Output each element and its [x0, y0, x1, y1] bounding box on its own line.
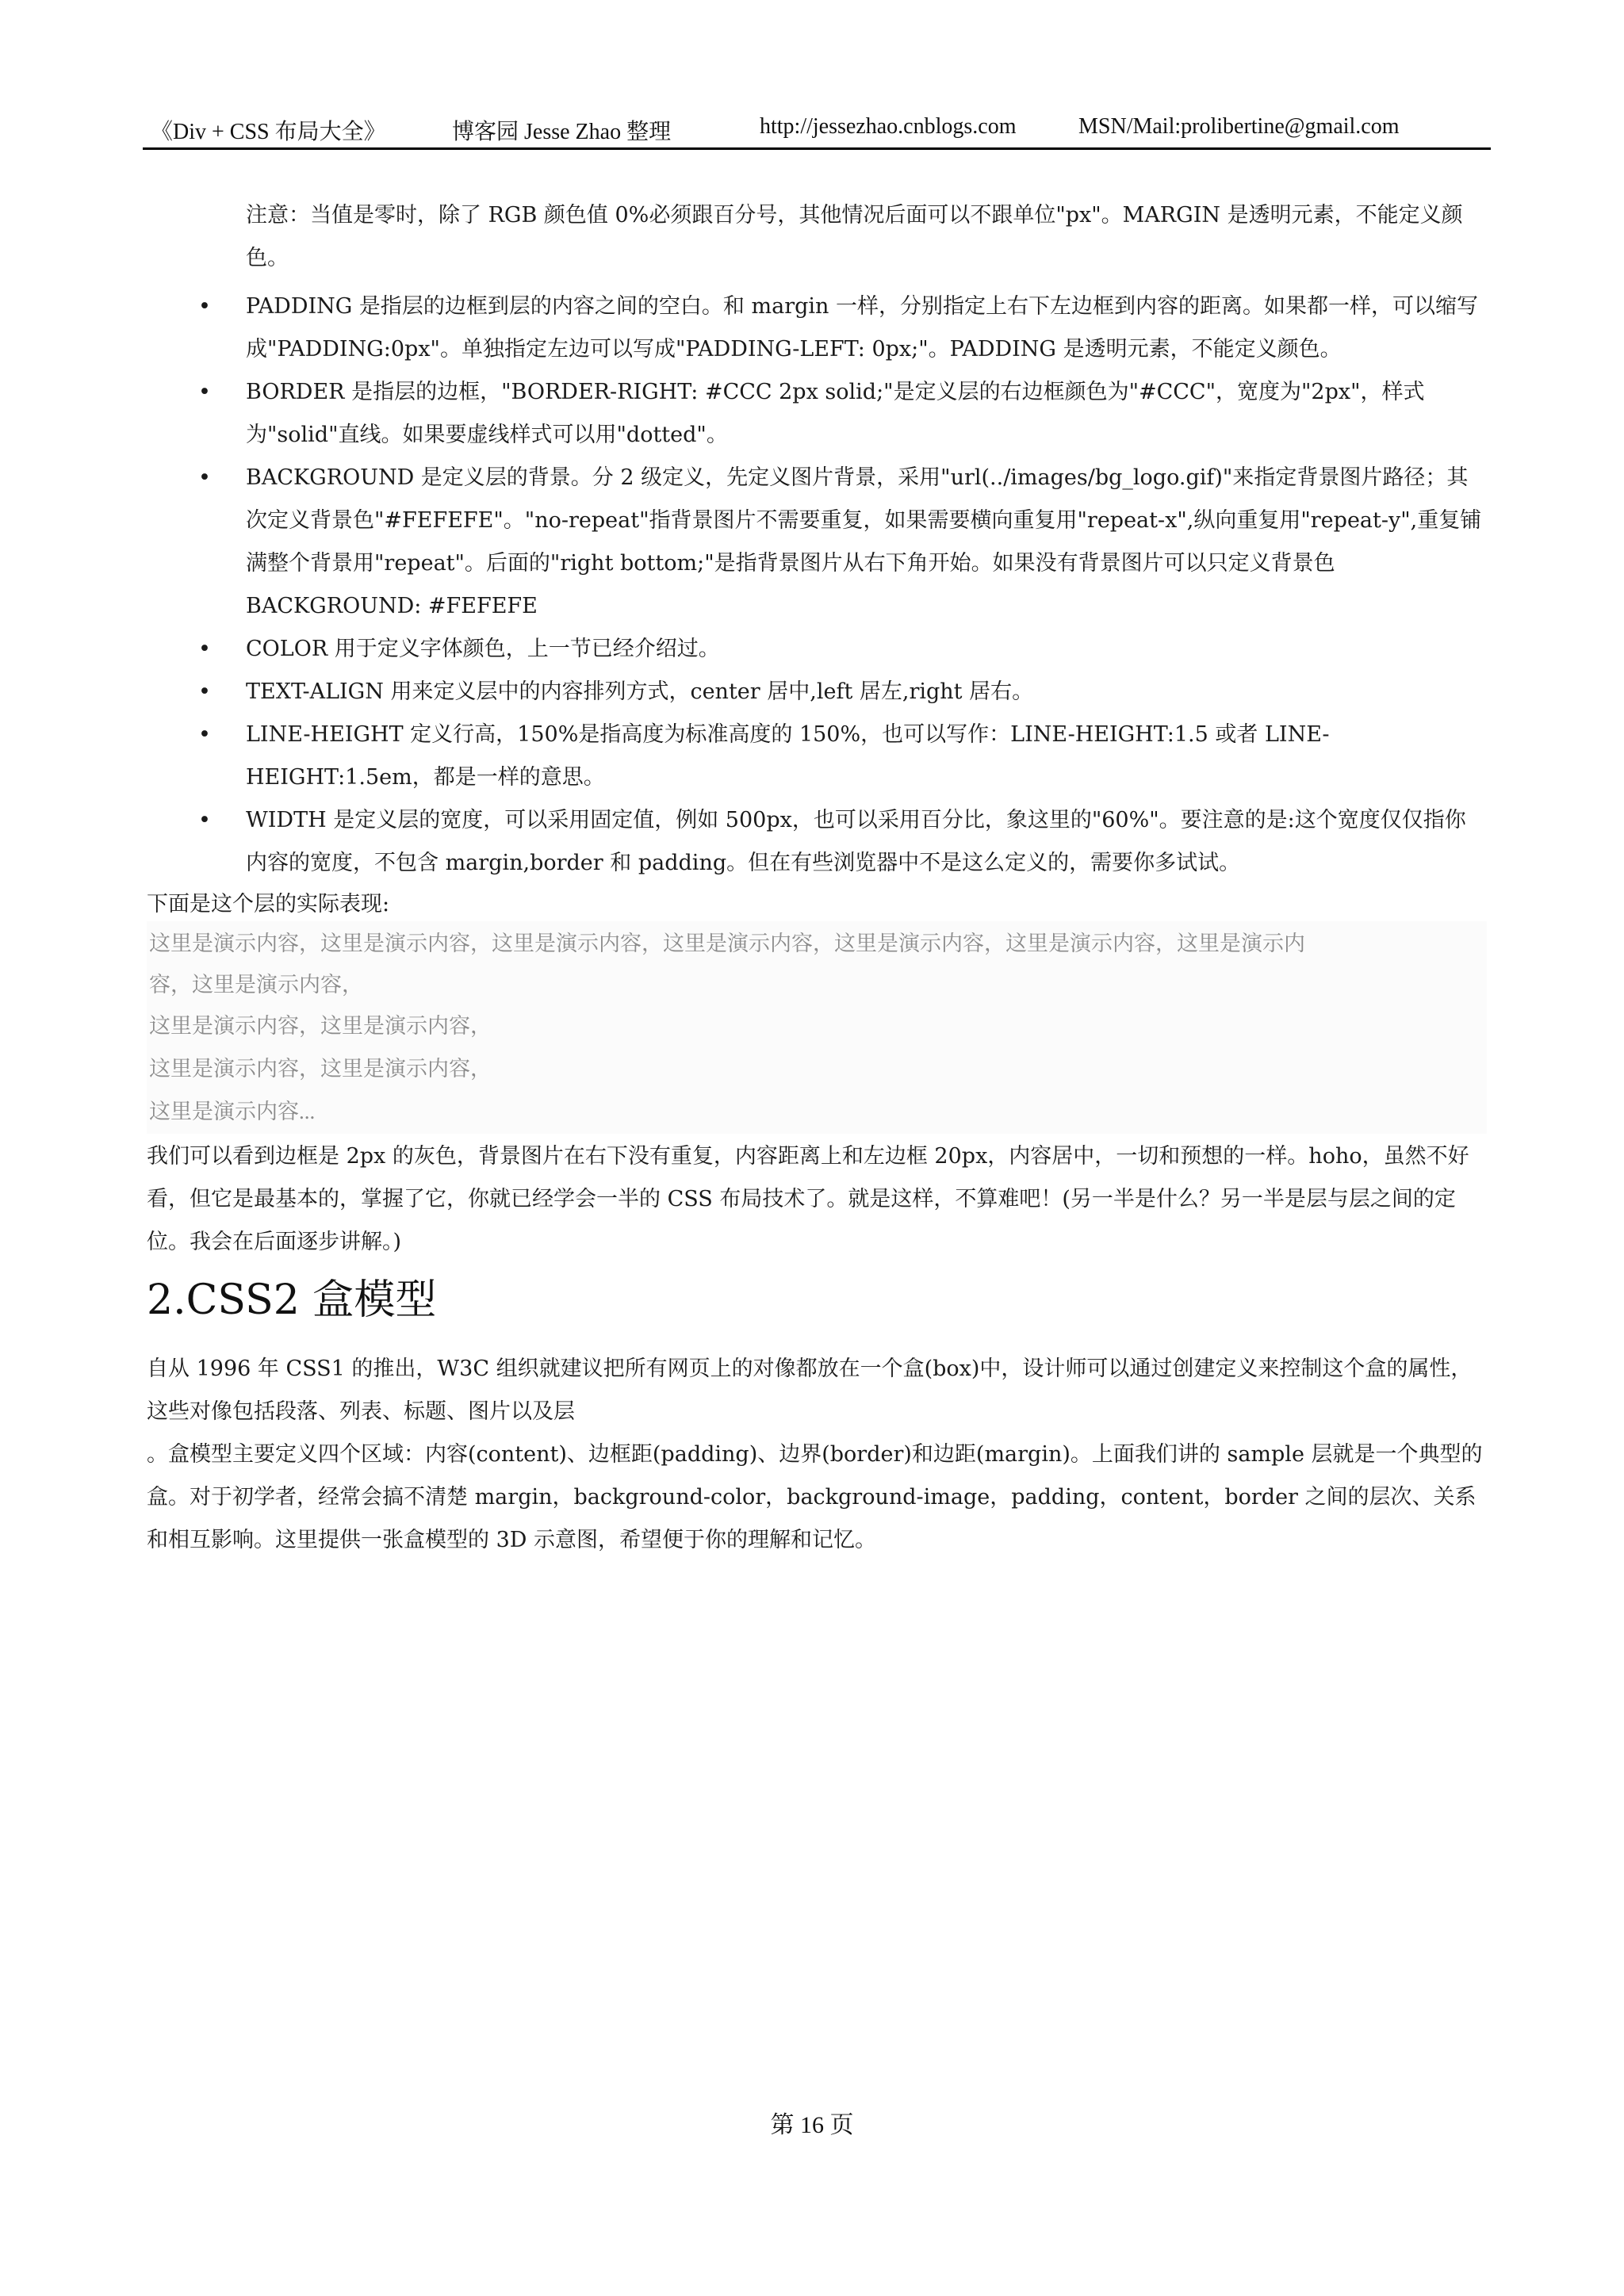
bullet-marker: •: [198, 808, 211, 832]
demo-line: 这里是演示内容...: [149, 1100, 316, 1123]
bullet-marker: •: [198, 380, 211, 404]
note-paragraph: 注意：当值是零时，除了 RGB 颜色值 0%必须跟百分号，其他情况后面可以不跟单位"px"。MARGIN 是透明元素，不能定义颜色。: [246, 203, 1463, 270]
bullet-padding: PADDING 是指层的边框到层的内容之间的空白。和 margin 一样，分别指定上右下左边框到内容的距离。如果都一样，可以缩写成"PADDING:0px"。单独指定左边可以写成"PADDING-LEFT: 0px;"。PADDING 是透明元素，不能定义颜色。: [246, 294, 1479, 362]
bullet-border: BORDER 是指层的边框，"BORDER-RIGHT: #CCC 2px solid;"是定义层的右边框颜色为"#CCC"，宽度为"2px"，样式为"solid"直线。如果要虚线样式可以用"dotted"。: [246, 380, 1425, 447]
bullet-width: WIDTH 是定义层的宽度，可以采用固定值，例如 500px，也可以采用百分比，象这里的"60%"。要注意的是:这个宽度仅仅指你内容的宽度，不包含 margin,border 和 padding。但在有些浏览器中不是这么定义的，需要你多试试。: [246, 808, 1466, 875]
demo-line: 这里是演示内容，这里是演示内容，: [149, 1014, 492, 1038]
demo-line: 这里是演示内容，这里是演示内容，: [149, 1057, 492, 1081]
bullet-text-align: TEXT-ALIGN 用来定义层中的内容排列方式，center 居中,left 居左,right 居右。: [246, 679, 1034, 704]
bullet-color: COLOR 用于定义字体颜色，上一节已经介绍过。: [246, 637, 720, 661]
section-paragraph-2: 。盒模型主要定义四个区域：内容(content)、边框距(padding)、边界(border)和边距(margin)。上面我们讲的 sample 层就是一个典型的盒。对于初学者，经常会搞不清楚 margin，background-color，background-image，padding，content，border 之间的层次、关系和相互影响。这里提供一张盒模型的 3D 示意图，希望便于你的理解和记忆。: [147, 1442, 1483, 1552]
header-author: 博客园 Jesse Zhao 整理: [452, 120, 672, 144]
bullet-marker: •: [198, 294, 211, 319]
header-book-title: 《Div + CSS 布局大全》: [151, 120, 386, 144]
bullet-marker: •: [198, 465, 211, 490]
header-contact: MSN/Mail:prolibertine@gmail.com: [1078, 114, 1400, 139]
demo-intro: 下面是这个层的实际表现:: [147, 892, 390, 916]
bullet-marker: •: [198, 679, 211, 704]
page-number: 第 16 页: [770, 2112, 854, 2138]
bullet-marker: •: [198, 637, 211, 661]
demo-line: 这里是演示内容，这里是演示内容，这里是演示内容，这里是演示内容，这里是演示内容，这里是演示内容，这里是演示内: [149, 932, 1305, 955]
header-url: http://jessezhao.cnblogs.com: [760, 114, 1017, 139]
bullet-background: BACKGROUND 是定义层的背景。分 2 级定义，先定义图片背景，采用"url(../images/bg_logo.gif)"来指定背景图片路径；其次定义背景色"#FEFEFE"。"no-repeat"指背景图片不需要重复，如果需要横向重复用"repeat-x",纵向重复用"repeat-y",重复铺满整个背景用"repeat"。后面的"right bottom;"是指背景图片从右下角开始。如果没有背景图片可以只定义背景色 BACKGROUND: #FEFEFE: [246, 465, 1482, 618]
bullet-line-height: LINE-HEIGHT 定义行高，150%是指高度为标准高度的 150%，也可以写作：LINE-HEIGHT:1.5 或者 LINE-HEIGHT:1.5em，都是一样的意思。: [246, 722, 1330, 790]
summary-paragraph: 我们可以看到边框是 2px 的灰色，背景图片在右下没有重复，内容距离上和左边框 20px，内容居中，一切和预想的一样。hoho，虽然不好看，但它是最基本的，掌握了它，你就已经学会一半的 CSS 布局技术了。就是这样，不算难吧！(另一半是什么？另一半是层与层之间的定位。我会在后面逐步讲解。): [147, 1144, 1469, 1254]
section-heading: 2.CSS2 盒模型: [147, 1276, 437, 1324]
section-paragraph-1: 自从 1996 年 CSS1 的推出，W3C 组织就建议把所有网页上的对像都放在一个盒(box)中，设计师可以通过创建定义来控制这个盒的属性，这些对像包括段落、列表、标题、图片以及层: [147, 1357, 1473, 1424]
demo-line: 容，这里是演示内容，: [149, 973, 363, 997]
bullet-marker: •: [198, 722, 211, 747]
page-header: [143, 103, 1491, 150]
